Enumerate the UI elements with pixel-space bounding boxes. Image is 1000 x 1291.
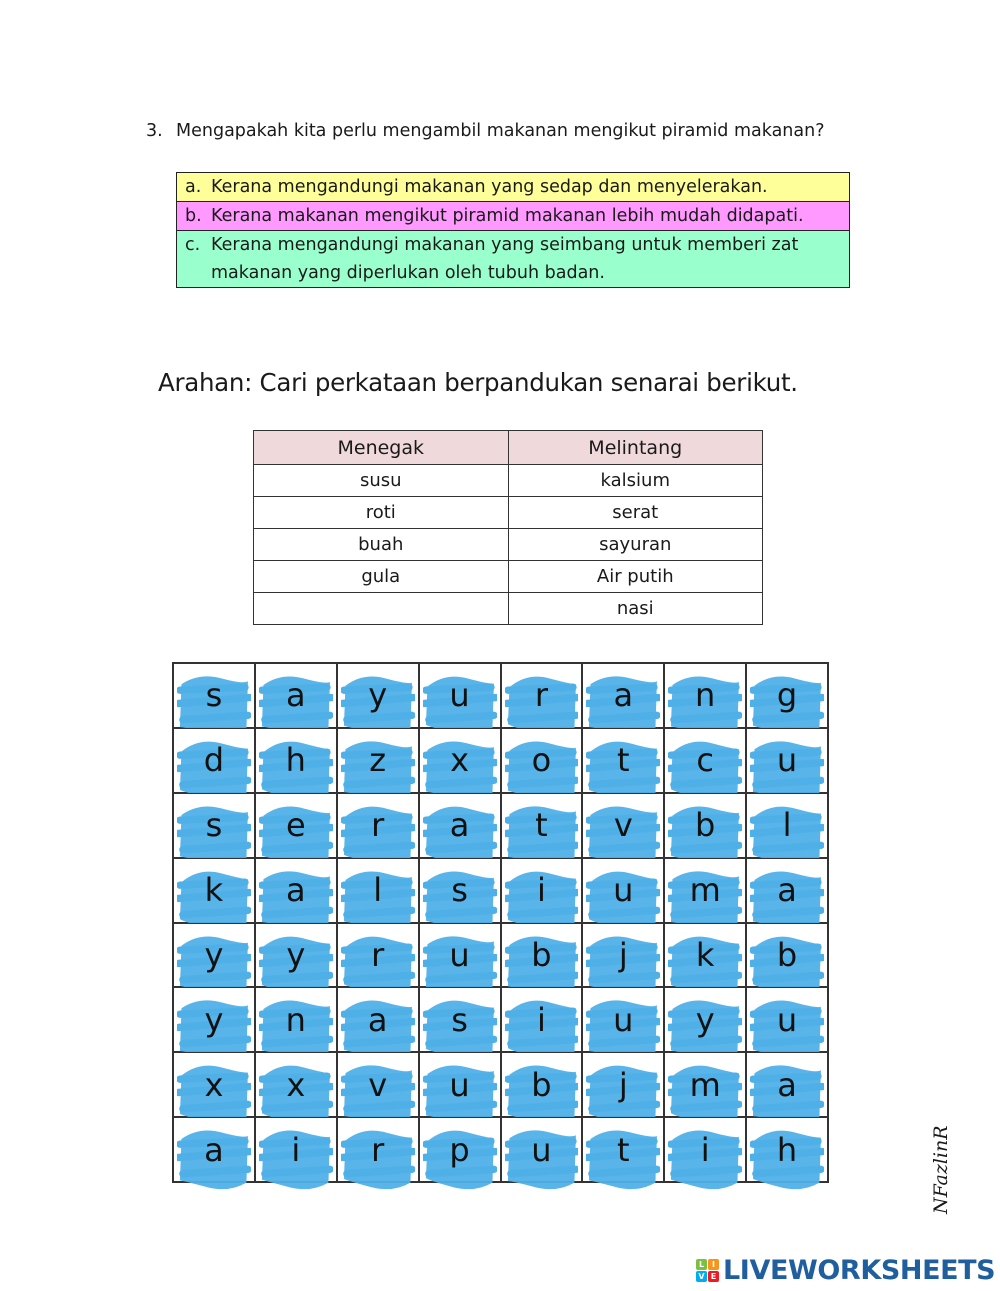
grid-cell[interactable] <box>746 1052 828 1117</box>
word-menegak: susu <box>254 465 509 497</box>
grid-letter: r <box>371 1130 385 1169</box>
grid-letter: y <box>368 676 388 715</box>
grid-letter: u <box>449 1065 470 1104</box>
grid-letter: h <box>776 1130 798 1169</box>
grid-letter: k <box>204 871 224 910</box>
option-a[interactable] <box>177 173 850 202</box>
grid-cell[interactable] <box>501 728 583 793</box>
grid-cell[interactable] <box>255 987 337 1052</box>
word-row <box>254 497 763 529</box>
grid-letter: c <box>696 741 714 780</box>
grid-cell[interactable] <box>664 1117 746 1182</box>
grid-cell[interactable] <box>419 728 501 793</box>
grid-letter: l <box>782 806 792 845</box>
grid-cell[interactable] <box>746 663 828 728</box>
grid-letter: m <box>689 871 721 910</box>
grid-cell[interactable] <box>501 1052 583 1117</box>
grid-cell[interactable] <box>746 858 828 923</box>
grid-letter: t <box>535 806 548 845</box>
word-melintang: sayuran <box>508 529 763 561</box>
grid-letter: g <box>776 676 798 715</box>
grid-letter: j <box>618 935 628 974</box>
grid-cell[interactable] <box>664 793 746 858</box>
grid-cell[interactable] <box>582 663 664 728</box>
word-melintang: nasi <box>508 593 763 625</box>
grid-letter: m <box>689 1065 721 1104</box>
grid-letter: y <box>204 1000 224 1039</box>
option-text: Kerana makanan mengikut piramid makanan lebih mudah didapati. <box>211 206 804 226</box>
grid-letter: a <box>286 871 306 910</box>
grid-cell[interactable] <box>582 987 664 1052</box>
grid-letter: u <box>776 741 798 780</box>
grid-letter: k <box>695 935 715 974</box>
grid-letter: h <box>285 741 306 780</box>
grid-cell[interactable] <box>582 793 664 858</box>
grid-cell[interactable] <box>419 858 501 923</box>
option-letter: b. <box>185 206 202 226</box>
grid-cell[interactable] <box>173 793 255 858</box>
grid-cell[interactable] <box>337 987 419 1052</box>
grid-cell[interactable] <box>501 663 583 728</box>
header-melintang: Melintang <box>508 431 763 465</box>
grid-cell[interactable] <box>501 858 583 923</box>
grid-cell[interactable] <box>337 923 419 988</box>
grid-cell[interactable] <box>664 1052 746 1117</box>
grid-cell[interactable] <box>173 663 255 728</box>
grid-letter: j <box>618 1065 628 1104</box>
answer-options <box>176 172 850 288</box>
grid-cell[interactable] <box>664 663 746 728</box>
question-block <box>146 117 866 145</box>
grid-letter: n <box>695 676 716 715</box>
grid-cell[interactable] <box>255 793 337 858</box>
grid-cell[interactable] <box>337 858 419 923</box>
grid-cell[interactable] <box>337 1052 419 1117</box>
grid-cell[interactable] <box>664 728 746 793</box>
grid-cell[interactable] <box>419 1117 501 1182</box>
question-text: Mengapakah kita perlu mengambil makanan mengikut piramid makanan? <box>176 121 825 141</box>
instruction-heading: Arahan: Cari perkataan berpandukan senarai berikut. <box>158 368 798 397</box>
word-row <box>254 465 763 497</box>
grid-cell[interactable] <box>501 1117 583 1182</box>
grid-letter: o <box>531 741 552 780</box>
signature-text: NFazlinR <box>930 1125 952 1214</box>
option-c[interactable] <box>177 231 850 288</box>
grid-cell[interactable] <box>582 1052 664 1117</box>
grid-letter: x <box>286 1065 306 1104</box>
grid-letter: u <box>449 676 470 715</box>
grid-cell[interactable] <box>746 1117 828 1182</box>
grid-letter: r <box>534 676 549 715</box>
option-b[interactable] <box>177 202 850 231</box>
header-menegak: Menegak <box>254 431 509 465</box>
brand-icon: L I V E <box>696 1259 719 1282</box>
word-melintang: serat <box>508 497 763 529</box>
grid-letter: u <box>449 935 470 974</box>
grid-letter: i <box>536 871 546 910</box>
grid-letter: a <box>367 1000 388 1039</box>
grid-cell[interactable] <box>173 1052 255 1117</box>
grid-cell[interactable] <box>173 1117 255 1182</box>
question-number: 3. <box>146 121 163 141</box>
grid-letter: y <box>286 935 306 974</box>
grid-letter: x <box>450 741 470 780</box>
grid-letter: u <box>613 1000 634 1039</box>
grid-cell[interactable] <box>255 663 337 728</box>
grid-cell[interactable] <box>255 1052 337 1117</box>
grid-letter: b <box>695 806 716 845</box>
option-text: Kerana mengandungi makanan yang sedap dan menyelerakan. <box>211 177 768 197</box>
grid-cell[interactable] <box>419 923 501 988</box>
grid-letter: s <box>205 806 223 845</box>
grid-letter: b <box>776 935 798 974</box>
grid-cell[interactable] <box>746 728 828 793</box>
grid-letter: z <box>369 741 387 780</box>
grid-letter: b <box>531 1065 552 1104</box>
grid-letter: s <box>451 871 468 910</box>
grid-letter: u <box>776 1000 798 1039</box>
word-melintang: kalsium <box>508 465 763 497</box>
grid-cell[interactable] <box>173 858 255 923</box>
word-list-table <box>253 430 763 625</box>
word-row <box>254 529 763 561</box>
grid-letter: r <box>371 806 385 845</box>
grid-letter: p <box>449 1130 470 1169</box>
author-signature <box>920 1125 960 1220</box>
grid-cell[interactable] <box>255 728 337 793</box>
grid-cell[interactable] <box>173 987 255 1052</box>
grid-cell[interactable] <box>419 987 501 1052</box>
grid-letter: l <box>373 871 383 910</box>
grid-cell[interactable] <box>746 793 828 858</box>
grid-cell[interactable] <box>501 793 583 858</box>
grid-cell[interactable] <box>173 728 255 793</box>
word-menegak: buah <box>254 529 509 561</box>
grid-cell[interactable] <box>746 987 828 1052</box>
grid-letter: v <box>368 1065 388 1104</box>
grid-cell[interactable] <box>582 1117 664 1182</box>
option-letter: c. <box>185 235 201 255</box>
grid-cell[interactable] <box>582 923 664 988</box>
option-text: Kerana mengandungi makanan yang seimbang untuk memberi zat makanan yang diperlukan oleh tubuh badan. <box>211 235 799 283</box>
grid-cell[interactable] <box>255 923 337 988</box>
grid-cell[interactable] <box>337 663 419 728</box>
grid-cell[interactable] <box>664 987 746 1052</box>
grid-letter: b <box>531 935 552 974</box>
grid-cell[interactable] <box>664 923 746 988</box>
grid-letter: i <box>700 1130 710 1169</box>
grid-letter: s <box>205 676 223 715</box>
brand-name: LIVEWORKSHEETS <box>723 1254 996 1286</box>
word-menegak: gula <box>254 561 509 593</box>
grid-cell[interactable] <box>664 858 746 923</box>
grid-letter: a <box>449 806 470 845</box>
liveworksheets-logo <box>696 1254 995 1286</box>
grid-letter: t <box>617 741 630 780</box>
grid-letter: v <box>613 806 633 845</box>
grid-cell[interactable] <box>746 923 828 988</box>
grid-letter: s <box>451 1000 468 1039</box>
grid-cell[interactable] <box>337 1117 419 1182</box>
grid-letter: n <box>285 1000 306 1039</box>
grid-letter: y <box>695 1000 715 1039</box>
word-search-grid <box>172 662 829 1183</box>
grid-letter: d <box>203 741 225 780</box>
grid-cell[interactable] <box>173 923 255 988</box>
grid-cell[interactable] <box>255 858 337 923</box>
grid-cell[interactable] <box>582 858 664 923</box>
grid-cell[interactable] <box>419 663 501 728</box>
grid-letter: a <box>777 1065 797 1104</box>
grid-letter: e <box>285 806 306 845</box>
grid-letter: t <box>617 1130 630 1169</box>
word-menegak: roti <box>254 497 509 529</box>
grid-letter: i <box>536 1000 546 1039</box>
word-menegak <box>254 593 509 625</box>
grid-cell[interactable] <box>501 923 583 988</box>
word-row <box>254 593 763 625</box>
grid-cell[interactable] <box>419 793 501 858</box>
grid-cell[interactable] <box>337 793 419 858</box>
grid-letter: u <box>613 871 634 910</box>
grid-cell[interactable] <box>501 987 583 1052</box>
grid-letter: a <box>777 871 797 910</box>
grid-letter: a <box>613 676 634 715</box>
grid-letter: i <box>291 1130 301 1169</box>
grid-letter: y <box>204 935 224 974</box>
grid-letter: r <box>371 935 385 974</box>
grid-letter: a <box>204 1130 224 1169</box>
grid-cell[interactable] <box>582 728 664 793</box>
word-row <box>254 561 763 593</box>
word-melintang: Air putih <box>508 561 763 593</box>
grid-letter: u <box>531 1130 552 1169</box>
grid-letter: a <box>286 676 306 715</box>
grid-cell[interactable] <box>419 1052 501 1117</box>
option-letter: a. <box>185 177 202 197</box>
grid-cell[interactable] <box>337 728 419 793</box>
grid-cell[interactable] <box>255 1117 337 1182</box>
grid-letter: x <box>204 1065 224 1104</box>
